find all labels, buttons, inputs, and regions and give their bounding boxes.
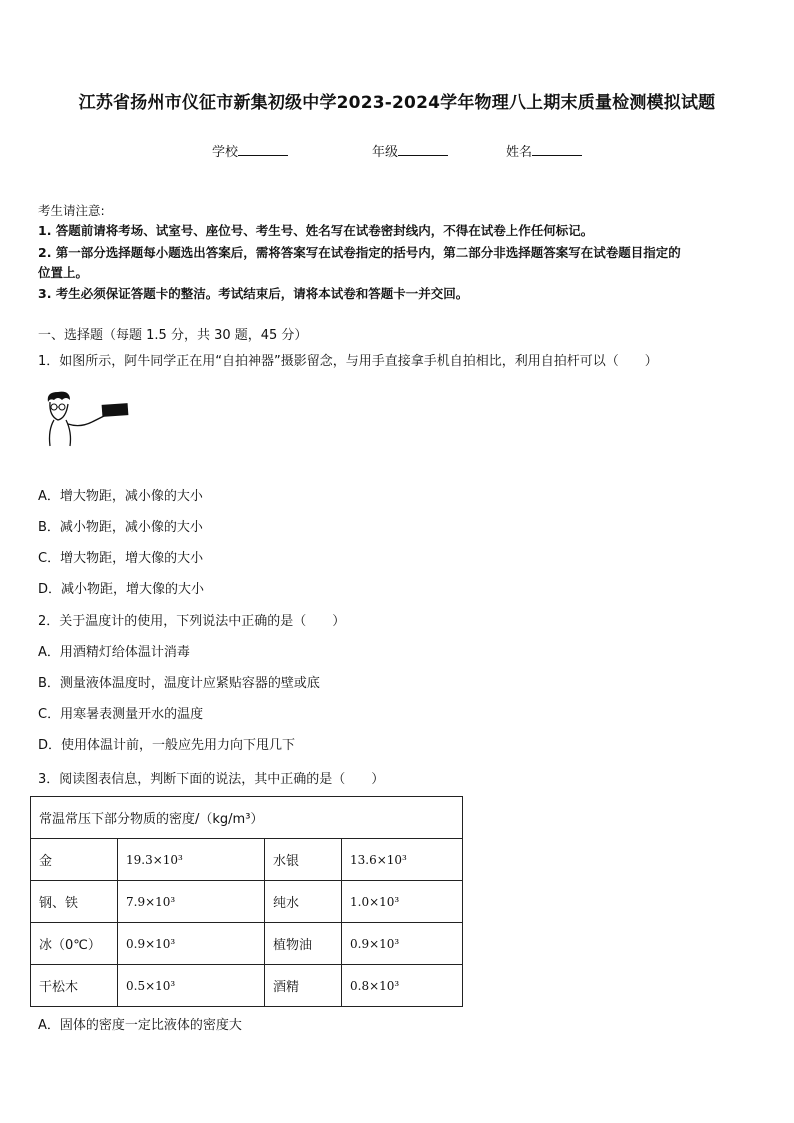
- table-caption: 常温常压下部分物质的密度/（kg/m³）: [31, 797, 463, 839]
- school-field: [212, 141, 288, 160]
- question-1-option: D．减小物距，增大像的大小: [38, 582, 205, 597]
- material-name: 干松木: [31, 965, 118, 1007]
- material-name: 水银: [265, 839, 342, 881]
- notice-item: 2. 第一部分选择题每小题选出答案后，需将答案写在试卷指定的括号内，第二部分非选择题答案写在试卷题目指定的: [38, 245, 681, 260]
- material-name: 纯水: [265, 881, 342, 923]
- density-value: 7.9×10³: [118, 881, 265, 923]
- exam-title: 江苏省扬州市仪征市新集初级中学2023-2024学年物理八上期末质量检测模拟试题: [78, 93, 716, 113]
- table-row: [31, 839, 463, 881]
- density-value: 0.9×10³: [118, 923, 265, 965]
- grade-field: [372, 141, 448, 160]
- question-1-option: C．增大物距，增大像的大小: [38, 551, 204, 566]
- density-value: 13.6×10³: [342, 839, 463, 881]
- notice-item: 1. 答题前请将考场、试室号、座位号、考生号、姓名写在试卷密封线内，不得在试卷上作任何标记。: [38, 223, 594, 238]
- material-name: 冰（0℃）: [31, 923, 118, 965]
- density-value: 0.5×10³: [118, 965, 265, 1007]
- notice-heading: 考生请注意:: [38, 203, 105, 218]
- school-blank: [238, 143, 288, 156]
- density-table: [30, 796, 463, 1007]
- density-value: 19.3×10³: [118, 839, 265, 881]
- material-name: 酒精: [265, 965, 342, 1007]
- question-1-option: A．增大物距，减小像的大小: [38, 489, 203, 504]
- density-value: 1.0×10³: [342, 881, 463, 923]
- table-row: [31, 923, 463, 965]
- question-3-option: A．固体的密度一定比液体的密度大: [38, 1018, 242, 1033]
- density-value: 0.8×10³: [342, 965, 463, 1007]
- table-caption-row: [31, 797, 463, 839]
- selfie-stick-illustration: [40, 390, 135, 448]
- question-1-option: B．减小物距，减小像的大小: [38, 520, 203, 535]
- material-name: 金: [31, 839, 118, 881]
- question-1-stem: 1．如图所示，阿牛同学正在用“自拍神器”摄影留念，与用手直接拿手机自拍相比，利用自拍杆可以（ ）: [38, 354, 658, 369]
- question-3-stem: 3．阅读图表信息，判断下面的说法，其中正确的是（ ）: [38, 772, 385, 787]
- material-name: 植物油: [265, 923, 342, 965]
- name-blank: [532, 143, 582, 156]
- density-value: 0.9×10³: [342, 923, 463, 965]
- table-row: [31, 965, 463, 1007]
- notice-item: 位置上。: [38, 265, 89, 280]
- question-2-option: C．用寒暑表测量开水的温度: [38, 707, 204, 722]
- question-2-stem: 2．关于温度计的使用，下列说法中正确的是（ ）: [38, 614, 346, 629]
- question-2-option: D．使用体温计前，一般应先用力向下甩几下: [38, 738, 296, 753]
- question-2-option: A．用酒精灯给体温计消毒: [38, 645, 190, 660]
- grade-label: 年级: [372, 145, 399, 160]
- grade-blank: [398, 143, 448, 156]
- question-2-option: B．测量液体温度时，温度计应紧贴容器的壁或底: [38, 676, 320, 691]
- section-heading: 一、选择题（每题 1.5 分，共 30 题，45 分）: [38, 328, 308, 343]
- notice-item: 3. 考生必须保证答题卡的整洁。考试结束后，请将本试卷和答题卡一并交回。: [38, 286, 469, 301]
- material-name: 钢、铁: [31, 881, 118, 923]
- name-label: 姓名: [506, 145, 533, 160]
- school-label: 学校: [212, 145, 239, 160]
- name-field: [506, 141, 582, 160]
- table-row: [31, 881, 463, 923]
